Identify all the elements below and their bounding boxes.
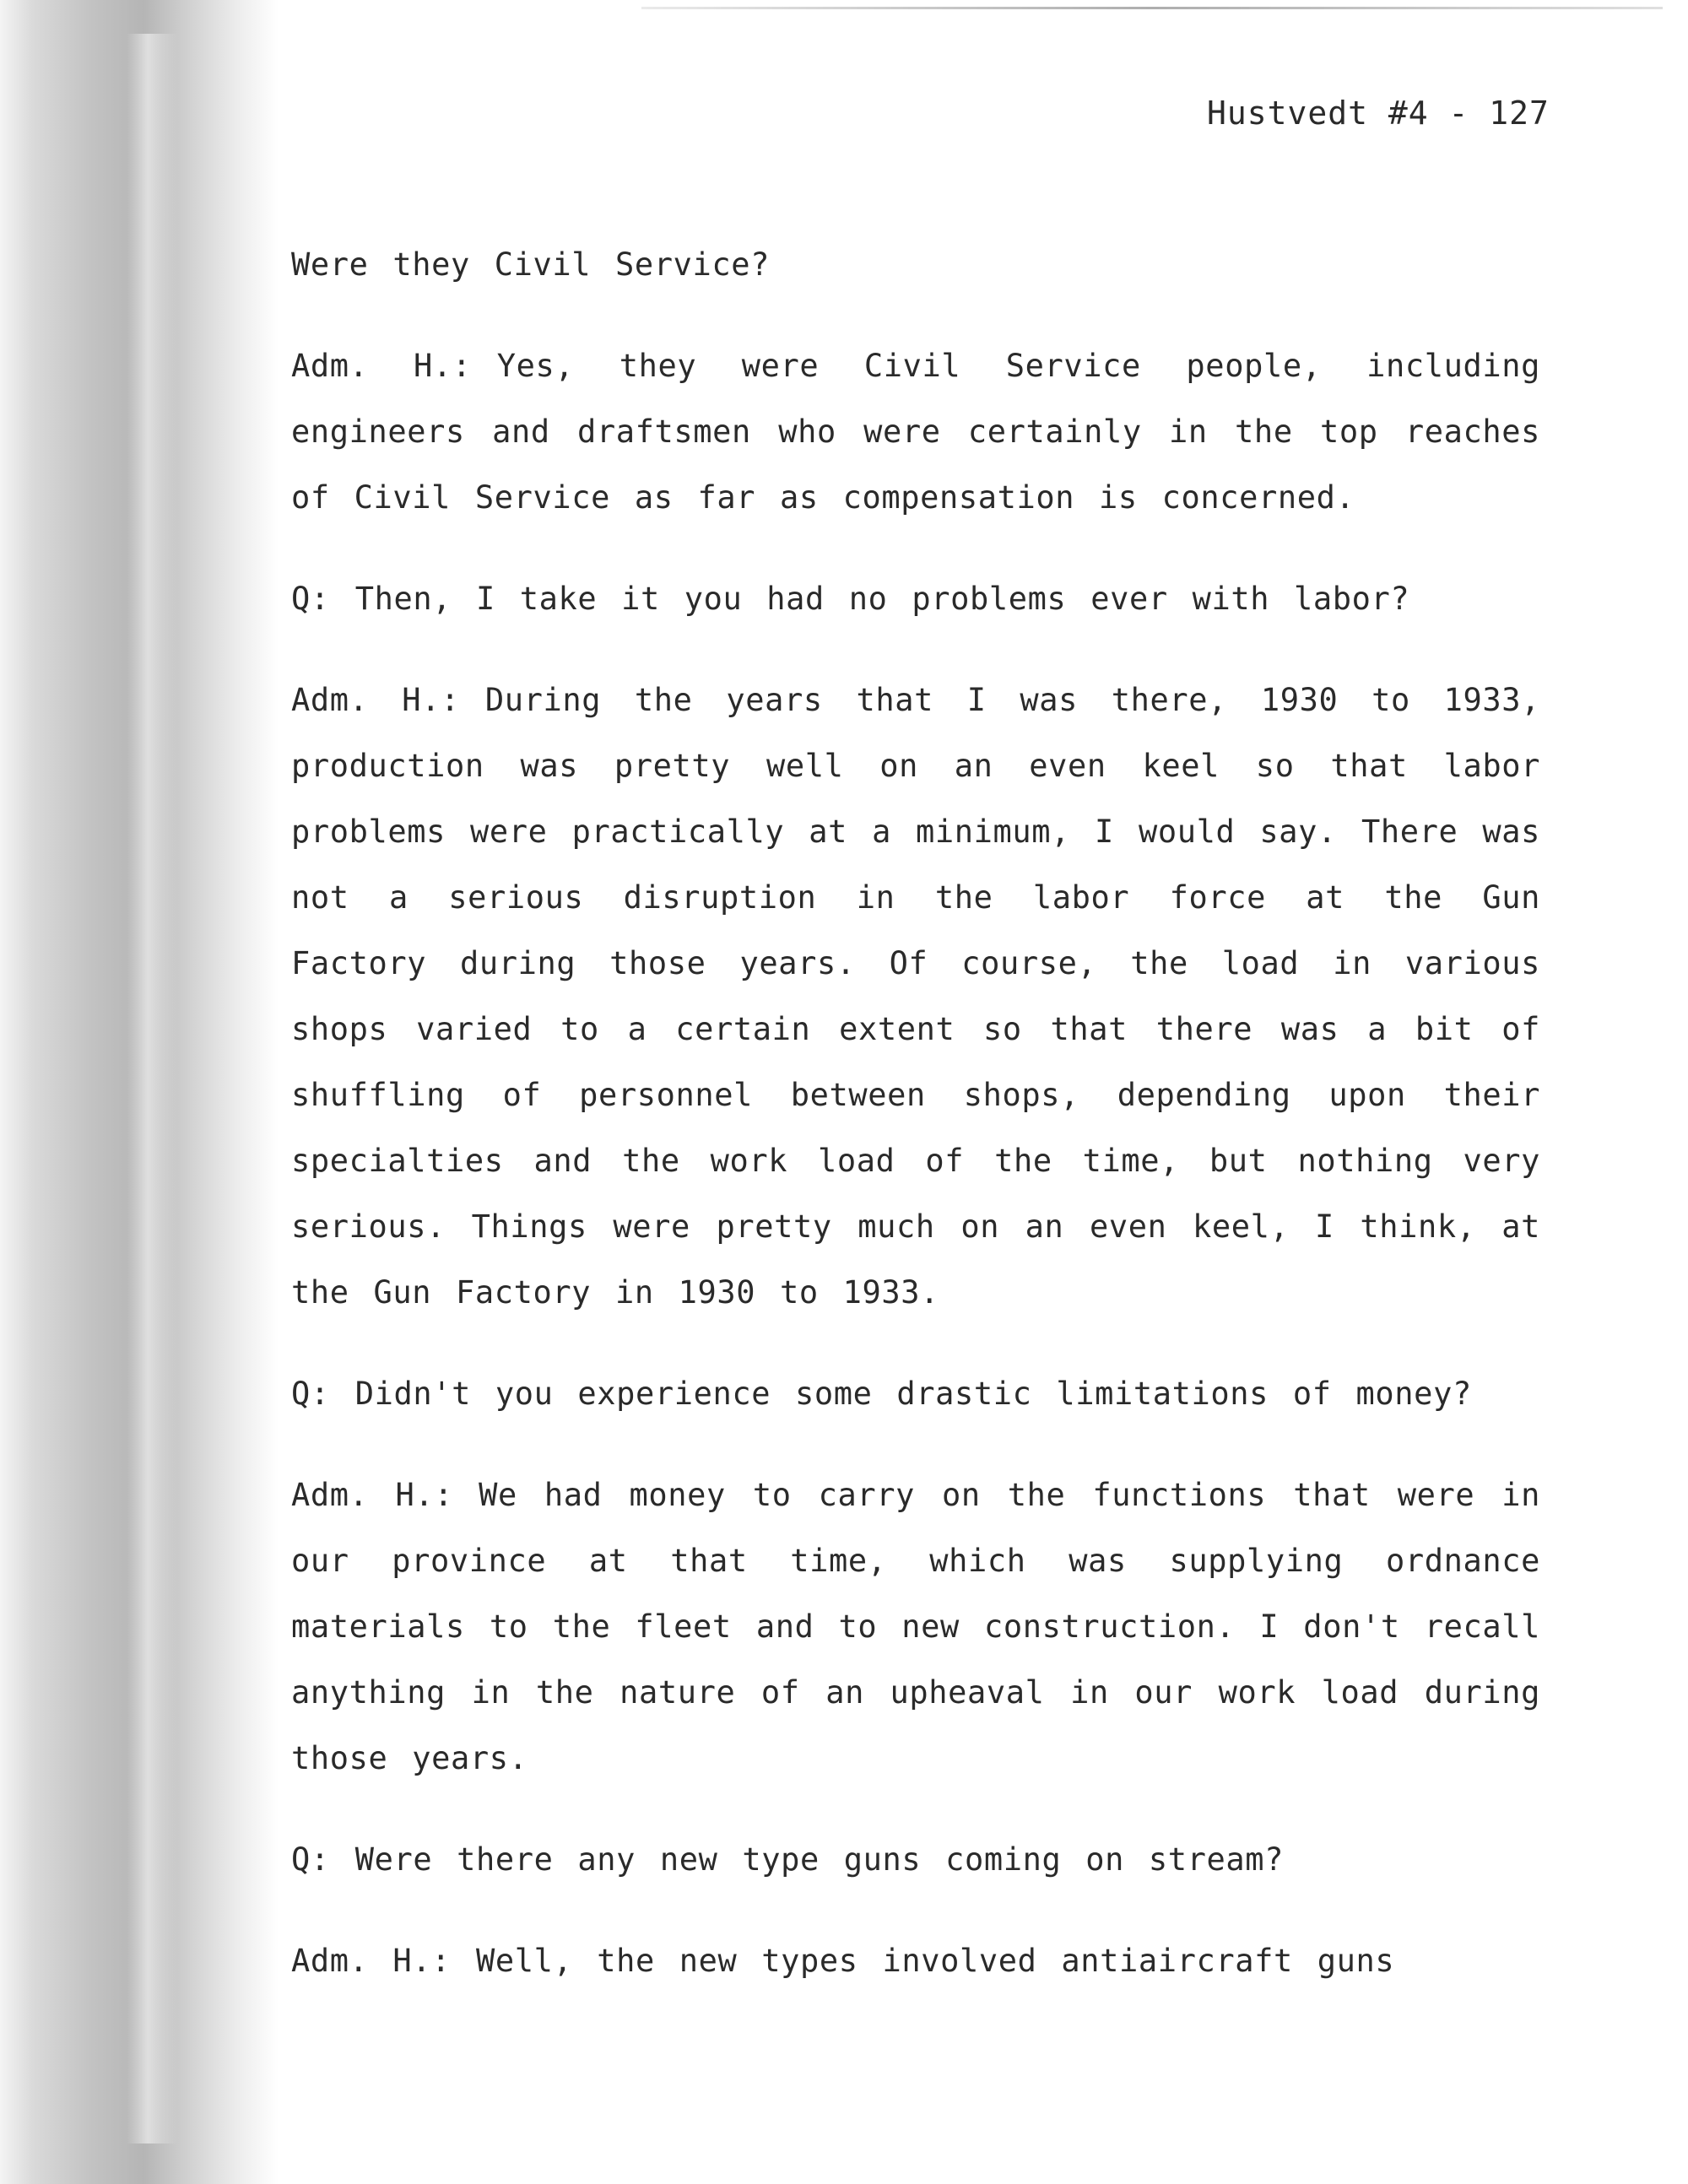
paragraph-text: Then, I take it you had no problems ever with labor? — [354, 581, 1410, 617]
paragraph-text: Didn't you experience some drastic limitations of money? — [354, 1376, 1472, 1412]
binding-crease — [127, 34, 177, 2143]
transcript-paragraph — [291, 1462, 1540, 1792]
transcript-paragraph — [291, 1827, 1540, 1893]
paragraph-text: Well, the new types involved antiaircraft guns — [476, 1943, 1395, 1979]
paragraph-text: Yes, they were Civil Service people, including engineers and draftsmen who were certainly in the top reaches of Civil Service as far as compensation is concerned. — [291, 348, 1540, 516]
speaker-label: Adm. H.: — [291, 682, 460, 718]
transcript-paragraph — [291, 1928, 1540, 1994]
page-number-header: Hustvedt #4 - 127 — [1207, 95, 1550, 132]
paragraph-text: Were there any new type guns coming on stream? — [354, 1841, 1285, 1878]
paragraph-text: We had money to carry on the functions that were in our province at that time, which was supplying ordnance materials to the fleet and to new construction. I don't recall anything in the nature of an upheaval in our work load during those years. — [291, 1477, 1541, 1776]
speaker-label: Q: — [291, 581, 330, 617]
transcript-paragraph — [291, 668, 1540, 1326]
speaker-label: Q: — [291, 1841, 330, 1878]
top-edge-line — [641, 7, 1663, 9]
transcript-paragraph — [291, 566, 1540, 632]
paragraph-text: Were they Civil Service? — [291, 246, 771, 283]
transcript-body — [291, 232, 1540, 2030]
transcript-paragraph — [291, 232, 1540, 298]
speaker-label: Adm. H.: — [291, 1943, 452, 1979]
paragraph-text: During the years that I was there, 1930 to 1933, production was pretty well on an even keel so that labor problems were practically at a minimum, I would say. There was not a serious disruption in the labor force at the Gun Factory during those years. Of course, the load in various shops varied to a certain extent so that there was a bit of shuffling of personnel between shops, depending upon their specialties and the work load of the time, but nothing very serious. Things were pretty much on an even keel, I think, at the Gun Factory in 1930 to 1933. — [291, 682, 1540, 1311]
transcript-paragraph — [291, 333, 1540, 531]
speaker-label: Q: — [291, 1376, 330, 1412]
speaker-label: Adm. H.: — [291, 348, 472, 384]
speaker-label: Adm. H.: — [291, 1477, 454, 1513]
transcript-paragraph — [291, 1361, 1540, 1427]
